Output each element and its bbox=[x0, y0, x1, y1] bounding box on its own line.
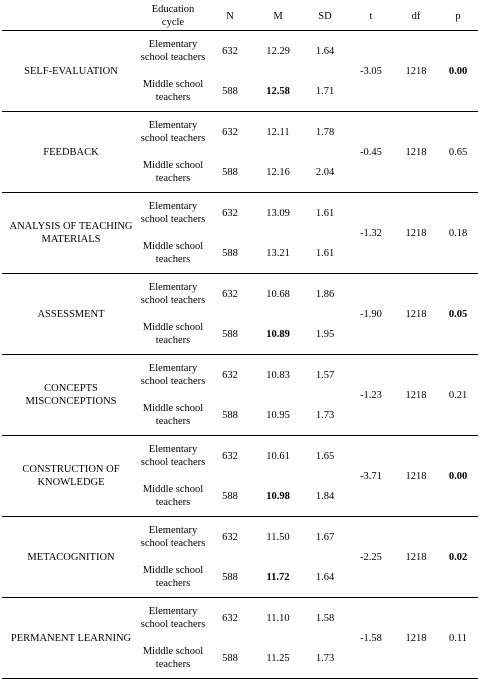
variable-name: FEEDBACK bbox=[2, 112, 140, 193]
m-cell: 11.10 bbox=[266, 612, 290, 624]
n-cell: 632 bbox=[222, 450, 238, 462]
header-n: N bbox=[226, 10, 234, 22]
header-sd: SD bbox=[318, 10, 332, 22]
t-cell: -2.25 bbox=[348, 517, 394, 598]
table-row bbox=[2, 112, 478, 153]
df-cell: 1218 bbox=[394, 598, 438, 679]
m-cell: 13.21 bbox=[254, 233, 302, 274]
m-cell: 10.68 bbox=[266, 288, 290, 300]
sd-cell: 1.84 bbox=[302, 476, 348, 517]
cycle-cell: Elementary school teachers bbox=[140, 39, 206, 63]
n-cell: 588 bbox=[206, 638, 254, 679]
m-cell: 12.29 bbox=[266, 45, 290, 57]
sd-cell: 1.64 bbox=[315, 45, 335, 57]
n-cell: 632 bbox=[222, 126, 238, 138]
n-cell: 588 bbox=[206, 557, 254, 598]
sd-cell: 1.95 bbox=[302, 314, 348, 355]
variable-name: ASSESSMENT bbox=[2, 274, 140, 355]
m-cell: 10.98 bbox=[254, 476, 302, 517]
variable-name: PERMANENT LEARNING bbox=[2, 598, 140, 679]
table-row bbox=[2, 193, 478, 234]
table-header bbox=[2, 2, 478, 31]
variable-name: METACOGNITION bbox=[2, 517, 140, 598]
cycle-cell: Middle school teachers bbox=[140, 557, 206, 598]
n-cell: 632 bbox=[222, 45, 238, 57]
table-row bbox=[2, 274, 478, 315]
sd-cell: 1.67 bbox=[315, 531, 335, 543]
df-cell: 1218 bbox=[394, 517, 438, 598]
cycle-cell: Elementary school teachers bbox=[140, 120, 206, 144]
p-cell: 0.65 bbox=[438, 112, 478, 193]
sd-cell: 2.04 bbox=[302, 152, 348, 193]
cycle-cell: Middle school teachers bbox=[140, 395, 206, 436]
variable-name: SELF-EVALUATION bbox=[2, 31, 140, 112]
cycle-cell: Elementary school teachers bbox=[140, 606, 206, 630]
t-cell: -1.32 bbox=[348, 193, 394, 274]
cycle-cell: Elementary school teachers bbox=[140, 201, 206, 225]
m-cell: 10.95 bbox=[254, 395, 302, 436]
cycle-cell: Middle school teachers bbox=[140, 233, 206, 274]
cycle-cell: Middle school teachers bbox=[140, 152, 206, 193]
sd-cell: 1.61 bbox=[315, 207, 335, 219]
n-cell: 632 bbox=[222, 369, 238, 381]
header-p: p bbox=[455, 10, 461, 22]
m-cell: 12.16 bbox=[254, 152, 302, 193]
n-cell: 632 bbox=[222, 612, 238, 624]
df-cell: 1218 bbox=[394, 436, 438, 517]
n-cell: 588 bbox=[206, 71, 254, 112]
m-cell: 11.50 bbox=[266, 531, 290, 543]
m-cell: 10.61 bbox=[266, 450, 290, 462]
m-cell: 10.89 bbox=[254, 314, 302, 355]
p-cell: 0.00 bbox=[438, 436, 478, 517]
sd-cell: 1.73 bbox=[302, 638, 348, 679]
header-variable bbox=[2, 2, 140, 31]
m-cell: 10.83 bbox=[266, 369, 290, 381]
t-cell: -3.71 bbox=[348, 436, 394, 517]
header-df: df bbox=[411, 10, 421, 22]
table-row bbox=[2, 31, 478, 72]
cycle-cell: Elementary school teachers bbox=[140, 525, 206, 549]
t-cell: -3.05 bbox=[348, 31, 394, 112]
df-cell: 1218 bbox=[394, 31, 438, 112]
sd-cell: 1.64 bbox=[302, 557, 348, 598]
p-cell: 0.02 bbox=[438, 517, 478, 598]
sd-cell: 1.71 bbox=[302, 71, 348, 112]
header-t: t bbox=[369, 10, 373, 22]
p-cell: 0.05 bbox=[438, 274, 478, 355]
p-cell: 0.21 bbox=[438, 355, 478, 436]
m-cell: 11.72 bbox=[254, 557, 302, 598]
table-row bbox=[2, 517, 478, 558]
table-row bbox=[2, 355, 478, 396]
m-cell: 12.11 bbox=[266, 126, 290, 138]
cycle-cell: Middle school teachers bbox=[140, 71, 206, 112]
t-cell: -1.90 bbox=[348, 274, 394, 355]
cycle-cell: Elementary school teachers bbox=[140, 444, 206, 468]
sd-cell: 1.58 bbox=[315, 612, 335, 624]
table-row bbox=[2, 598, 478, 639]
t-test-table bbox=[2, 2, 478, 679]
t-cell: -1.23 bbox=[348, 355, 394, 436]
cycle-cell: Elementary school teachers bbox=[140, 282, 206, 306]
p-cell: 0.18 bbox=[438, 193, 478, 274]
p-cell: 0.11 bbox=[438, 598, 478, 679]
sd-cell: 1.73 bbox=[302, 395, 348, 436]
cycle-cell: Middle school teachers bbox=[140, 638, 206, 679]
n-cell: 588 bbox=[206, 476, 254, 517]
m-cell: 12.58 bbox=[254, 71, 302, 112]
sd-cell: 1.78 bbox=[315, 126, 335, 138]
n-cell: 588 bbox=[206, 152, 254, 193]
variable-name: CONSTRUCTION OF KNOWLEDGE bbox=[2, 436, 140, 517]
cycle-cell: Elementary school teachers bbox=[140, 363, 206, 387]
df-cell: 1218 bbox=[394, 193, 438, 274]
df-cell: 1218 bbox=[394, 355, 438, 436]
sd-cell: 1.57 bbox=[315, 369, 335, 381]
header-education-cycle: Education cycle bbox=[151, 4, 195, 28]
cycle-cell: Middle school teachers bbox=[140, 476, 206, 517]
header-m: M bbox=[273, 10, 283, 22]
n-cell: 588 bbox=[206, 314, 254, 355]
p-cell: 0.00 bbox=[438, 31, 478, 112]
header-row bbox=[2, 2, 478, 31]
sd-cell: 1.61 bbox=[302, 233, 348, 274]
m-cell: 11.25 bbox=[254, 638, 302, 679]
df-cell: 1218 bbox=[394, 274, 438, 355]
t-cell: -1.58 bbox=[348, 598, 394, 679]
table-row bbox=[2, 436, 478, 477]
n-cell: 632 bbox=[222, 288, 238, 300]
variable-name: CONCEPTS MISCONCEPTIONS bbox=[2, 355, 140, 436]
n-cell: 632 bbox=[222, 207, 238, 219]
df-cell: 1218 bbox=[394, 112, 438, 193]
cycle-cell: Middle school teachers bbox=[140, 314, 206, 355]
variable-name: ANALYSIS OF TEACHING MATERIALS bbox=[2, 193, 140, 274]
t-cell: -0.45 bbox=[348, 112, 394, 193]
n-cell: 588 bbox=[206, 233, 254, 274]
sd-cell: 1.86 bbox=[315, 288, 335, 300]
n-cell: 632 bbox=[222, 531, 238, 543]
m-cell: 13.09 bbox=[266, 207, 290, 219]
table-body bbox=[2, 31, 478, 679]
n-cell: 588 bbox=[206, 395, 254, 436]
sd-cell: 1.65 bbox=[315, 450, 335, 462]
